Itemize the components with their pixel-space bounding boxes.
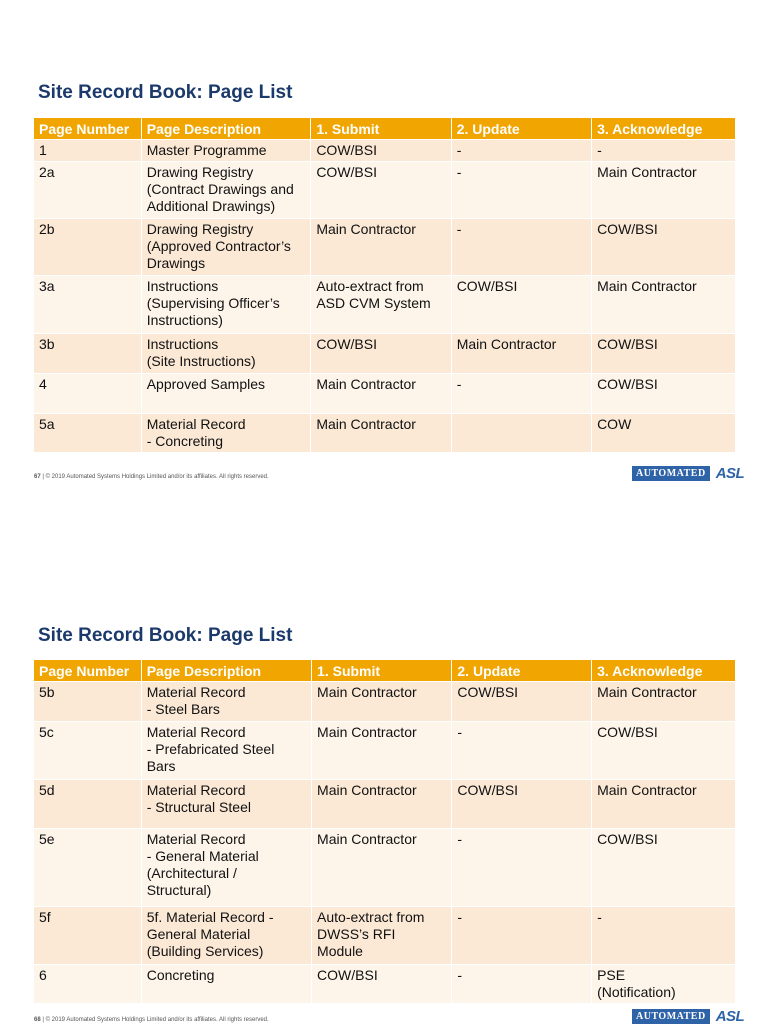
column-header-update: 2. Update <box>452 660 592 682</box>
slide-title: Site Record Book: Page List <box>38 82 293 103</box>
cell-submit: Main Contractor <box>312 829 452 907</box>
cell-acknowledge: COW/BSI <box>592 219 735 276</box>
cell-update: - <box>451 374 591 414</box>
cell-page-description: Approved Samples <box>141 374 311 414</box>
cell-update: - <box>452 907 592 965</box>
cell-submit: Main Contractor <box>311 414 451 453</box>
cell-acknowledge: Main Contractor <box>592 780 735 829</box>
table-row <box>34 907 735 965</box>
table-row <box>34 965 735 1004</box>
cell-page-number: 1 <box>34 140 141 162</box>
logo-asl: ASL <box>715 1007 745 1025</box>
column-header-page-description: Page Description <box>141 660 311 682</box>
cell-page-number: 3a <box>34 276 141 334</box>
cell-update: - <box>451 219 591 276</box>
slide-67 <box>0 0 768 500</box>
cell-page-number: 3b <box>34 334 141 374</box>
cell-update <box>451 414 591 453</box>
cell-acknowledge: COW <box>592 414 735 453</box>
cell-page-description: Material Record - Concreting <box>141 414 311 453</box>
logo-asl: ASL <box>715 464 745 482</box>
cell-submit: COW/BSI <box>311 334 451 374</box>
cell-page-description: Drawing Registry (Contract Drawings and Additional Drawings) <box>141 162 311 219</box>
cell-page-description: Master Programme <box>141 140 311 162</box>
table-row <box>34 829 735 907</box>
cell-acknowledge: - <box>592 140 735 162</box>
cell-acknowledge: Main Contractor <box>592 162 735 219</box>
table-header-row <box>34 660 735 682</box>
cell-acknowledge: Main Contractor <box>592 682 735 722</box>
logo-automated: AUTOMATED <box>632 466 710 481</box>
column-header-page-number: Page Number <box>34 660 141 682</box>
footer-text: | © 2019 Automated Systems Holdings Limited and/or its affiliates. All rights reserved. <box>40 1017 269 1023</box>
page-list-table <box>34 660 735 1003</box>
cell-update: - <box>451 140 591 162</box>
cell-submit: COW/BSI <box>311 140 451 162</box>
cell-submit: COW/BSI <box>311 162 451 219</box>
column-header-submit: 1. Submit <box>312 660 452 682</box>
cell-update: - <box>452 829 592 907</box>
column-header-submit: 1. Submit <box>311 118 451 140</box>
column-header-page-description: Page Description <box>141 118 311 140</box>
table-header-row <box>34 118 735 140</box>
table-row <box>34 722 735 780</box>
cell-update: - <box>451 162 591 219</box>
table-row <box>34 374 735 414</box>
table-row <box>34 140 735 162</box>
cell-page-number: 5d <box>34 780 141 829</box>
cell-acknowledge: COW/BSI <box>592 829 735 907</box>
cell-submit: Main Contractor <box>311 374 451 414</box>
page-list-table <box>34 118 735 452</box>
cell-acknowledge: PSE (Notification) <box>592 965 735 1004</box>
company-logo <box>632 464 744 482</box>
cell-update: - <box>452 722 592 780</box>
cell-update: Main Contractor <box>451 334 591 374</box>
table-row <box>34 276 735 334</box>
footer-page-number: 67 <box>34 474 41 480</box>
column-header-page-number: Page Number <box>34 118 141 140</box>
cell-submit: Main Contractor <box>312 682 452 722</box>
cell-submit: Auto-extract from DWSS’s RFI Module <box>312 907 452 965</box>
table-row <box>34 219 735 276</box>
table-row <box>34 334 735 374</box>
cell-update: COW/BSI <box>451 276 591 334</box>
company-logo <box>632 1007 744 1025</box>
column-header-update: 2. Update <box>451 118 591 140</box>
cell-acknowledge: - <box>592 907 735 965</box>
footer-copyright <box>34 474 269 480</box>
cell-page-number: 5f <box>34 907 141 965</box>
cell-page-description: Concreting <box>141 965 311 1004</box>
cell-acknowledge: COW/BSI <box>592 722 735 780</box>
cell-page-number: 5b <box>34 682 141 722</box>
cell-page-number: 2b <box>34 219 141 276</box>
cell-acknowledge: COW/BSI <box>592 334 735 374</box>
cell-page-number: 4 <box>34 374 141 414</box>
cell-submit: COW/BSI <box>312 965 452 1004</box>
cell-page-description: Material Record - General Material (Architectural / Structural) <box>141 829 311 907</box>
cell-submit: Main Contractor <box>312 722 452 780</box>
cell-page-description: Instructions (Site Instructions) <box>141 334 311 374</box>
footer-text: | © 2019 Automated Systems Holdings Limited and/or its affiliates. All rights reserved. <box>40 474 269 480</box>
footer-copyright <box>34 1017 269 1023</box>
cell-page-description: Drawing Registry (Approved Contractor’s Drawings <box>141 219 311 276</box>
table-row <box>34 162 735 219</box>
cell-submit: Main Contractor <box>311 219 451 276</box>
footer-page-number: 68 <box>34 1017 41 1023</box>
cell-page-number: 5e <box>34 829 141 907</box>
slide-68 <box>0 542 768 1024</box>
cell-acknowledge: Main Contractor <box>592 276 735 334</box>
cell-update: COW/BSI <box>452 682 592 722</box>
table-row <box>34 780 735 829</box>
cell-page-description: 5f. Material Record - General Material (Building Services) <box>141 907 311 965</box>
cell-page-description: Material Record - Prefabricated Steel Bars <box>141 722 311 780</box>
table-row <box>34 682 735 722</box>
cell-page-number: 5c <box>34 722 141 780</box>
table-row <box>34 414 735 453</box>
logo-automated: AUTOMATED <box>632 1009 710 1024</box>
column-header-acknowledge: 3. Acknowledge <box>592 118 735 140</box>
cell-acknowledge: COW/BSI <box>592 374 735 414</box>
cell-page-description: Instructions (Supervising Officer’s Instructions) <box>141 276 311 334</box>
cell-page-number: 5a <box>34 414 141 453</box>
cell-submit: Auto-extract from ASD CVM System <box>311 276 451 334</box>
cell-page-description: Material Record - Steel Bars <box>141 682 311 722</box>
cell-page-number: 6 <box>34 965 141 1004</box>
cell-submit: Main Contractor <box>312 780 452 829</box>
slide-title: Site Record Book: Page List <box>38 625 293 646</box>
cell-page-description: Material Record - Structural Steel <box>141 780 311 829</box>
cell-update: - <box>452 965 592 1004</box>
cell-page-number: 2a <box>34 162 141 219</box>
column-header-acknowledge: 3. Acknowledge <box>592 660 735 682</box>
cell-update: COW/BSI <box>452 780 592 829</box>
